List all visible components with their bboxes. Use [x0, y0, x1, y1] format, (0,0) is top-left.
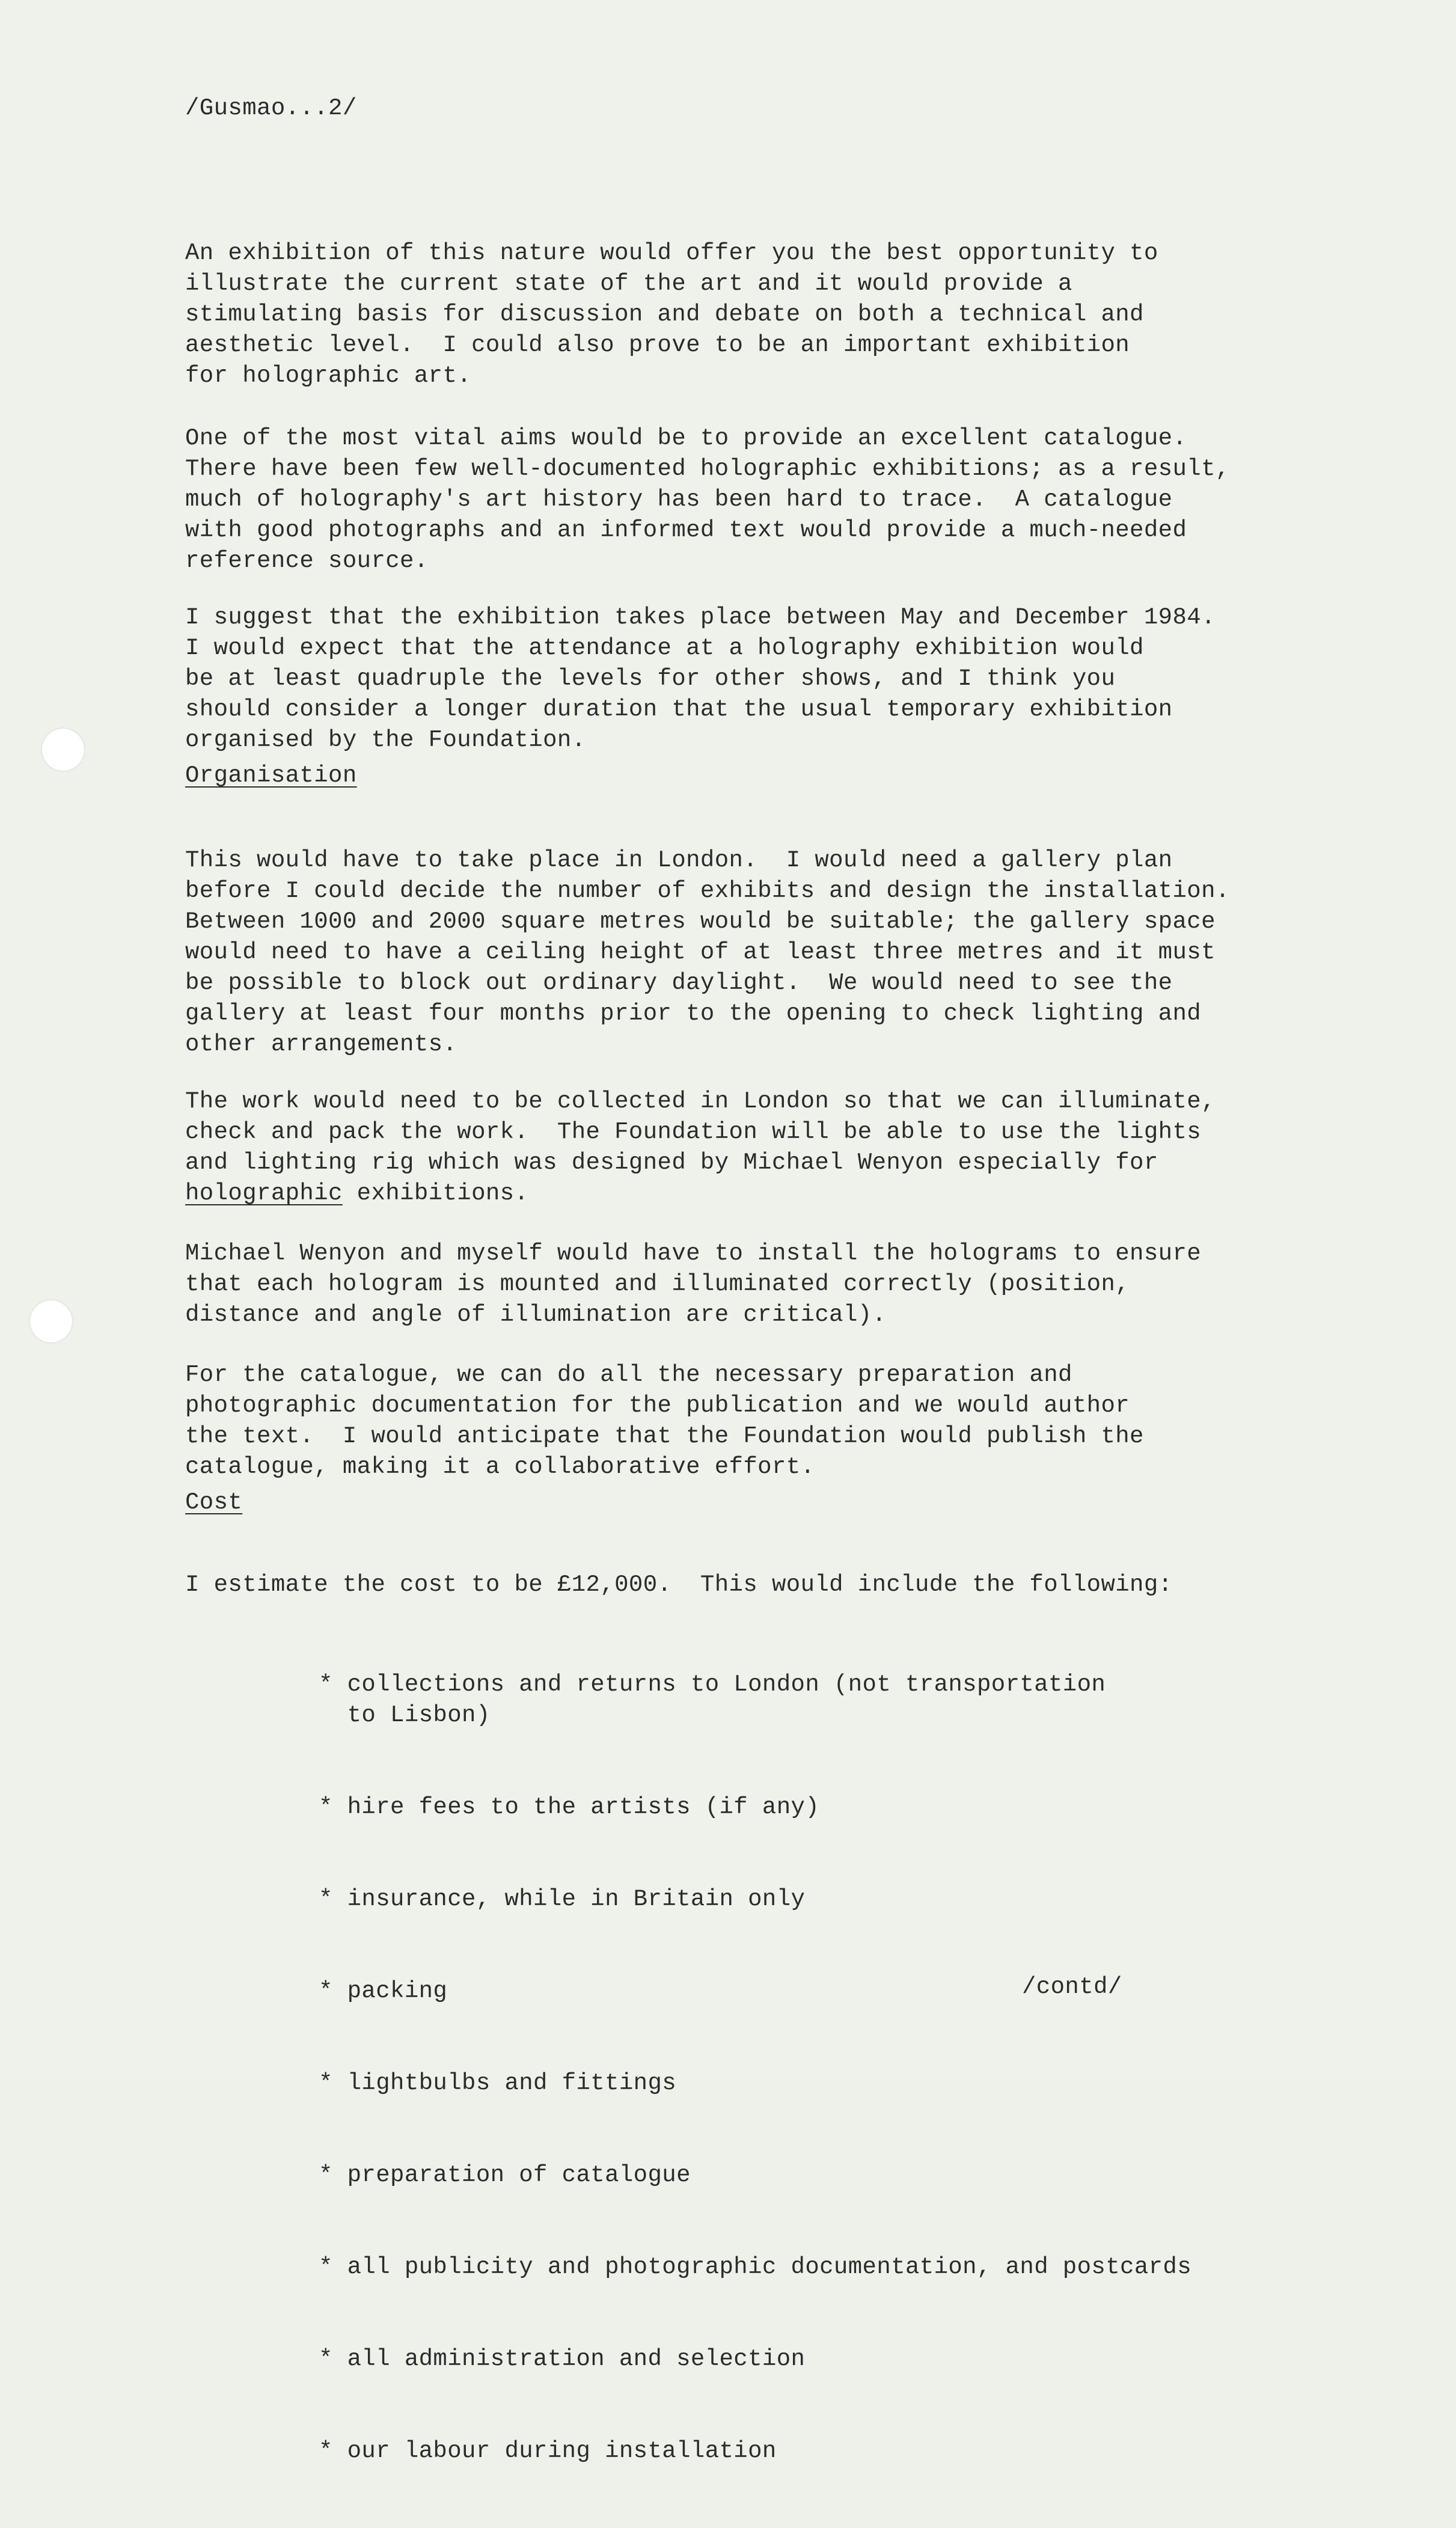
list-item: * our labour during installation — [319, 2438, 777, 2464]
list-item: * lightbulbs and fittings — [319, 2070, 677, 2096]
paragraph: Michael Wenyon and myself would have to install the holograms to ensure that each hologram is mounted and illuminated correctly (position, distance and angle of illumination are critical). — [185, 1240, 1202, 1328]
paragraph-text: exhibitions. — [342, 1180, 529, 1207]
list-item: * collections and returns to London (not transportation to Lisbon) — [319, 1671, 1106, 1728]
paragraph: I suggest that the exhibition takes place between May and December 1984. I would expect that the attendance at a holography exhibition would be at least quadruple the levels for other shows, and I think you should consider a longer duration that the usual temporary exhibition organised by the Foundation. — [185, 604, 1216, 753]
cost-items-list — [319, 1608, 1456, 2528]
paragraph — [185, 1086, 1327, 1209]
page-header: /Gusmao...2/ — [185, 95, 357, 121]
list-item: * packing — [319, 1978, 448, 2004]
paragraph: I estimate the cost to be £12,000. This would include the following: — [185, 1572, 1173, 1598]
list-item: * insurance, while in Britain only — [319, 1886, 806, 1912]
paragraph: This would have to take place in London. I would need a gallery plan before I could decide the number of exhibits and design the installation. Between 1000 and 2000 square metres would be suitable; the gallery space would need to have a ceiling height of at least three metres and it must be possible to block out ordinary daylight. We would need to see the gallery at least four months prior to the opening to check lighting and other arrangements. — [185, 847, 1230, 1057]
section-heading-cost: Cost — [185, 1489, 243, 1516]
list-item: * preparation of catalogue — [319, 2162, 691, 2188]
list-item: * hire fees to the artists (if any) — [319, 1794, 820, 1820]
underlined-word: holographic — [185, 1180, 343, 1207]
paragraph: An exhibition of this nature would offer you the best opportunity to illustrate the current state of the art and it would provide a stimulating basis for discussion and debate on both a technical and aesthetic level. I could also prove to be an important exhibition for holographic art. — [185, 240, 1158, 389]
paragraph: One of the most vital aims would be to provide an excellent catalogue. There have been few well-documented holographic exhibitions; as a result, much of holography's art history has been hard to trace. A catalogue with good photographs and an informed text would provide a much-needed reference source. — [185, 425, 1230, 574]
punch-hole — [30, 1300, 72, 1342]
list-item: * all publicity and photographic documentation, and postcards — [319, 2254, 1192, 2280]
paragraph-text: The work would need to be collected in London so that we can illuminate, check and pack the work. The Foundation will be able to use the lights and lighting rig which was designed by Michael Wenyon especially for — [185, 1088, 1216, 1176]
punch-hole — [42, 729, 84, 771]
list-item: * all administration and selection — [319, 2346, 806, 2372]
page-footer-contd: /contd/ — [1022, 1974, 1122, 2000]
paragraph: For the catalogue, we can do all the necessary preparation and photographic documentation for the publication and we would author the text. I would anticipate that the Foundation would publish the catalogue, making it a collaborative effort. — [185, 1362, 1144, 1480]
section-heading-organisation: Organisation — [185, 762, 357, 789]
